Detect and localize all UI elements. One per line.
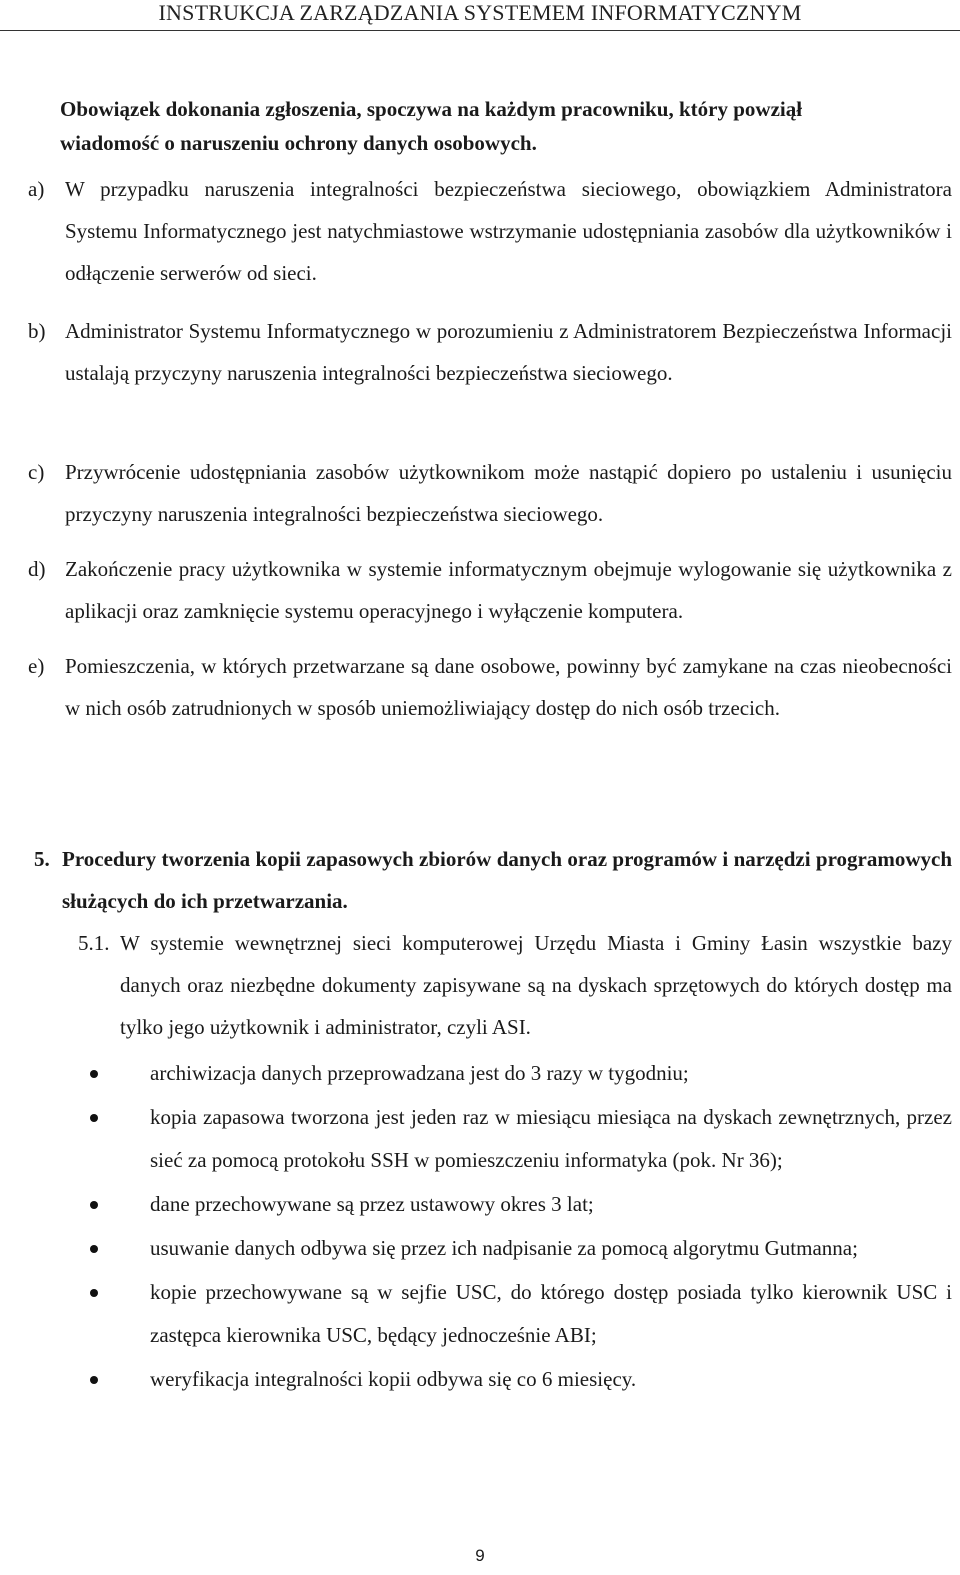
bullet-dot-icon xyxy=(90,1376,98,1384)
list-marker: b) xyxy=(28,319,46,343)
list-item-text: Administrator Systemu Informatycznego w porozumieniu z Administratorem Bezpieczeństwa Informacji ustalają przyczyny naruszenia integralności bezpieczeństwa sieciowego. xyxy=(65,319,952,385)
header-title: INSTRUKCJA ZARZĄDZANIA SYSTEMEM INFORMATYCZNYM xyxy=(158,0,802,25)
intro-line-1: Obowiązek dokonania zgłoszenia, spoczywa na każdym pracowniku, który powziął xyxy=(60,97,803,121)
list-item-text: Zakończenie pracy użytkownika w systemie informatycznym obejmuje wylogowanie się użytkownika z aplikacji oraz zamknięcie systemu operacyjnego i wyłączenie komputera. xyxy=(65,557,952,623)
bullet-text: dane przechowywane są przez ustawowy okres 3 lat; xyxy=(150,1192,594,1216)
bullet-dot-icon xyxy=(90,1201,98,1209)
bullet-dot-icon xyxy=(90,1289,98,1297)
bullet-item xyxy=(80,1183,952,1226)
bullet-dot-icon xyxy=(90,1114,98,1122)
section-title: Procedury tworzenia kopii zapasowych zbiorów danych oraz programów i narzędzi programowych służących do ich przetwarzania. xyxy=(62,847,952,913)
intro-paragraph xyxy=(60,92,952,160)
bullet-list xyxy=(80,1052,952,1402)
subsection-number: 5.1. xyxy=(78,931,110,955)
page-header xyxy=(0,0,960,31)
bullet-dot-icon xyxy=(90,1245,98,1253)
intro-line-2: wiadomość o naruszeniu ochrony danych osobowych. xyxy=(60,131,537,155)
list-item-c xyxy=(28,451,952,535)
list-item-text: Pomieszczenia, w których przetwarzane są dane osobowe, powinny być zamykane na czas nieobecności w nich osób zatrudnionych w sposób uniemożliwiający dostęp do nich osób trzecich. xyxy=(65,654,952,720)
list-item-text: W przypadku naruszenia integralności bezpieczeństwa sieciowego, obowiązkiem Administratora Systemu Informatycznego jest natychmiastowe wstrzymanie udostępniania zasobów dla użytkowników i odłączenie serwerów od sieci. xyxy=(65,177,952,285)
subsection xyxy=(78,922,952,1048)
bullet-text: kopie przechowywane są w sejfie USC, do którego dostęp posiada tylko kierownik USC i zastępca kierownika USC, będący jednocześnie ABI; xyxy=(150,1280,952,1347)
bullet-item xyxy=(80,1052,952,1095)
list-marker: d) xyxy=(28,557,46,581)
list-marker: c) xyxy=(28,460,45,484)
list-item-text: Przywrócenie udostępniania zasobów użytkownikom może nastąpić dopiero po ustaleniu i usunięciu przyczyny naruszenia integralności bezpieczeństwa sieciowego. xyxy=(65,460,952,526)
list-marker: e) xyxy=(28,654,45,678)
subsection-text: W systemie wewnętrznej sieci komputerowej Urzędu Miasta i Gminy Łasin wszystkie bazy danych oraz niezbędne dokumenty zapisywane są na dyskach sprzętowych do których dostęp ma tylko jego użytkownik i administrator, czyli ASI. xyxy=(120,931,952,1039)
section-heading xyxy=(34,838,952,922)
section-number: 5. xyxy=(34,847,50,871)
bullet-text: kopia zapasowa tworzona jest jeden raz w miesiącu miesiąca na dyskach zewnętrznych, przez sieć za pomocą protokołu SSH w pomieszczeniu informatyka (pok. Nr 36); xyxy=(150,1105,952,1172)
bullet-item xyxy=(80,1358,952,1401)
list-marker: a) xyxy=(28,177,45,201)
bullet-text: weryfikacja integralności kopii odbywa się co 6 miesięcy. xyxy=(150,1367,637,1391)
bullet-item xyxy=(80,1271,952,1357)
list-item-e xyxy=(28,645,952,729)
page-number: 9 xyxy=(475,1546,485,1565)
bullet-dot-icon xyxy=(90,1070,98,1078)
bullet-item xyxy=(80,1096,952,1182)
bullet-text: usuwanie danych odbywa się przez ich nadpisanie za pomocą algorytmu Gutmanna; xyxy=(150,1236,858,1260)
list-item-d xyxy=(28,548,952,632)
bullet-text: archiwizacja danych przeprowadzana jest do 3 razy w tygodniu; xyxy=(150,1061,689,1085)
list-item-a xyxy=(28,168,952,294)
bullet-item xyxy=(80,1227,952,1270)
list-item-b xyxy=(28,310,952,394)
